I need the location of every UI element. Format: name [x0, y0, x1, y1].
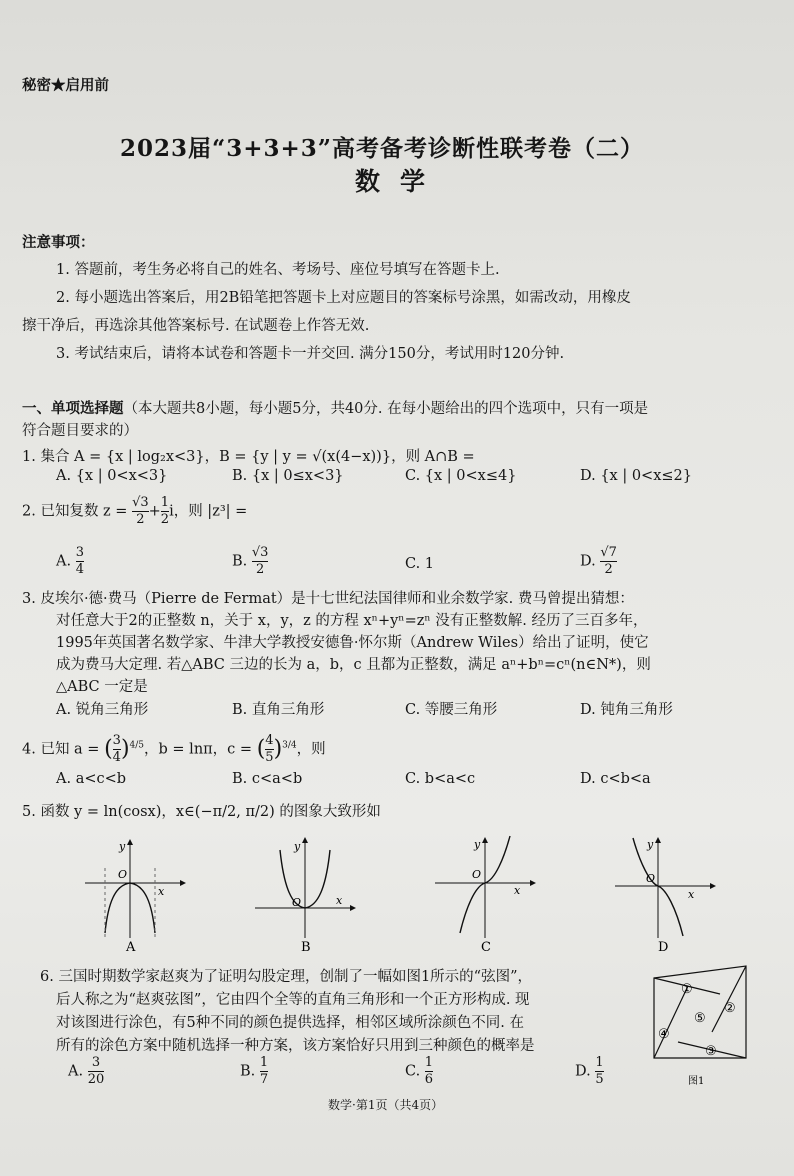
q2-option-b-den: 2	[256, 562, 265, 577]
q4-stem-end: ，则	[296, 741, 326, 758]
note-1: 1. 答题前，考生务必将自己的姓名、考场号、座位号填写在答题卡上.	[56, 262, 500, 278]
q5-b-x-label: x	[336, 894, 343, 907]
q5-d-origin: O	[646, 872, 656, 885]
q2-option-d-label: D.	[580, 553, 596, 570]
q1-option-d: D. {x | 0<x≤2}	[580, 468, 692, 484]
q2-option-d-num: √7	[600, 545, 617, 560]
q6-option-c-frac	[425, 1056, 433, 1087]
q5-b-y-label: y	[294, 840, 301, 853]
q2-option-b-label: B.	[232, 553, 248, 570]
q5-graph-d	[615, 838, 715, 955]
page-footer: 数学·第1页（共4页）	[328, 1098, 444, 1112]
section-heading	[22, 399, 648, 419]
q5-c-label: C	[481, 940, 491, 955]
q2-stem-end: i，则 |z³| =	[169, 503, 248, 520]
q3-line-1: 3. 皮埃尔·德·费马（Pierre de Fermat）是十七世纪法国律师和业余数学家. 费马曾提出猜想：	[22, 591, 634, 607]
q5-graph-a	[85, 840, 185, 955]
q3-line-3: 1995年英国著名数学家、牛津大学教授安德鲁·怀尔斯（Andrew Wiles）给出了证明，使它	[56, 635, 649, 651]
exam-subject: 数学	[355, 167, 446, 196]
q4-option-a: A. a<c<b	[56, 771, 127, 787]
q2-option-c: C. 1	[405, 556, 435, 572]
q3-line-2: 对任意大于2的正整数 n，关于 x，y，z 的方程 xⁿ+yⁿ=zⁿ 没有正整数解. 经历了三百多年，	[56, 613, 648, 629]
q6-option-c-num: 1	[424, 1055, 434, 1070]
q5-graph-b	[255, 838, 355, 955]
q4-a-exp: 4/5	[129, 740, 145, 751]
q5-a-label: A	[126, 940, 136, 955]
q3-line-4: 成为费马大定理. 若△ABC 三边的长为 a，b，c 且都为正整数，满足 aⁿ+bⁿ=cⁿ(n∈N*)，则	[56, 657, 651, 673]
q5-d-y-label: y	[647, 838, 654, 851]
q2-option-a-num: 3	[75, 545, 84, 560]
q6-figure-1	[648, 960, 753, 1090]
q4-option-b: B. c<a<b	[232, 771, 303, 787]
q6-region-3: ③	[705, 1044, 717, 1059]
section-heading-title: 一、单项选择题	[22, 400, 124, 417]
q5-a-y-label: y	[119, 840, 126, 853]
q2-stem-start: 2. 已知复数 z =	[22, 503, 128, 520]
q5-c-x-label: x	[514, 884, 521, 897]
q1-option-a: A. {x | 0<x<3}	[56, 468, 168, 484]
q2-option-b-frac	[252, 546, 269, 577]
q6-option-d	[575, 1056, 604, 1087]
secret-label: 秘密★启用前	[22, 77, 109, 94]
q5-c-origin: O	[472, 868, 482, 881]
q2-option-d	[580, 546, 617, 577]
q3-option-c: C. 等腰三角形	[405, 702, 498, 718]
q6-option-a	[68, 1056, 104, 1087]
section-heading-cont: 符合题目要求的）	[22, 423, 138, 439]
q6-region-4: ④	[658, 1027, 670, 1042]
q5-graphs	[0, 828, 794, 963]
note-2a: 2. 每小题选出答案后，用2B铅笔把答题卡上对应题目的答案标号涂黑，如需改动，用橡皮	[56, 290, 631, 306]
q2-option-d-frac	[600, 546, 617, 577]
q6-option-a-label: A.	[68, 1063, 84, 1080]
q2-frac-1-num: √3	[132, 495, 149, 510]
q2-option-d-den: 2	[604, 562, 613, 577]
q1-option-c: C. {x | 0<x≤4}	[405, 468, 517, 484]
q6-option-d-label: D.	[575, 1063, 591, 1080]
q3-option-b: B. 直角三角形	[232, 702, 325, 718]
q4-option-c: C. b<a<c	[405, 771, 476, 787]
q4-stem: 4. 已知 a = ( $\frac{3}{4}$ )$^{4/5}$，b = lnπ，c = ( $\frac{4}{5}$ )$^{3/4}$，则	[22, 733, 326, 765]
q2-frac-1	[132, 496, 149, 527]
q2-option-b	[232, 546, 268, 577]
q2-option-a-label: A.	[56, 553, 72, 570]
q2-plus: +	[148, 503, 161, 520]
q6-region-5: ⑤	[694, 1011, 706, 1026]
q6-option-b	[240, 1056, 268, 1087]
q6-option-d-num: 1	[595, 1055, 604, 1070]
q6-option-a-num: 3	[91, 1055, 101, 1070]
q6-option-c-label: C.	[405, 1063, 421, 1080]
q2-option-b-num: √3	[251, 545, 269, 560]
q4-c-frac	[265, 734, 273, 765]
q6-option-a-den: 20	[87, 1072, 105, 1087]
q4-a-den: 4	[112, 750, 121, 765]
q6-option-b-num: 1	[259, 1055, 269, 1070]
q1-option-b: B. {x | 0≤x<3}	[232, 468, 344, 484]
q3-option-d: D. 钝角三角形	[580, 702, 673, 718]
notes-heading: 注意事项：	[22, 234, 95, 251]
q2-stem	[22, 496, 247, 527]
q2-option-a-frac	[76, 546, 84, 577]
q4-stem-start: 4. 已知 a =	[22, 741, 100, 758]
q4-c-den: 5	[265, 750, 274, 765]
q5-graph-c	[435, 836, 535, 955]
q5-c-y-label: y	[474, 838, 481, 851]
q5-d-label: D	[658, 940, 669, 955]
q6-option-d-den: 5	[595, 1072, 604, 1087]
q6-option-b-den: 7	[259, 1072, 269, 1087]
exam-title: 2023届“3+3+3”高考备考诊断性联考卷（二）	[120, 135, 645, 162]
q5-b-origin: O	[292, 896, 302, 909]
note-2b: 擦干净后，再选涂其他答案标号. 在试题卷上作答无效.	[22, 318, 370, 334]
q6-region-2: ②	[724, 1001, 736, 1016]
q5-b-label: B	[301, 940, 311, 955]
q6-option-b-frac	[260, 1056, 268, 1087]
q4-a-num: 3	[112, 733, 121, 748]
q4-a-frac	[113, 734, 121, 765]
q1-stem: 1. 集合 A = {x | log₂x<3}，B = {y | y = √(x(4−x))}，则 A∩B =	[22, 449, 475, 465]
q4-stem-mid: ，b = lnπ，c =	[144, 741, 253, 758]
q5-stem: 5. 函数 y = ln(cosx)，x∈(−π/2, π/2) 的图象大致形如	[22, 804, 381, 820]
q2-frac-2-num: 1	[160, 495, 170, 510]
q5-a-x-label: x	[158, 885, 165, 898]
q3-option-a: A. 锐角三角形	[56, 702, 149, 718]
q6-line-4: 所有的涂色方案中随机选择一种方案，该方案恰好只用到三种颜色的概率是	[56, 1038, 535, 1054]
q6-line-1: 6. 三国时期数学家赵爽为了证明勾股定理，创制了一幅如图1所示的“弦图”，	[40, 969, 532, 985]
q4-option-d: D. c<b<a	[580, 771, 651, 787]
q2-frac-1-den: 2	[136, 512, 145, 527]
q6-option-c-den: 6	[424, 1072, 434, 1087]
q6-option-a-frac	[88, 1056, 105, 1087]
q4-c-exp: 3/4	[282, 740, 297, 751]
q6-option-c	[405, 1056, 433, 1087]
q2-option-a	[56, 546, 84, 577]
q2-frac-2	[161, 496, 169, 527]
q4-c-num: 4	[265, 733, 274, 748]
q5-d-x-label: x	[688, 888, 695, 901]
q6-option-d-frac	[595, 1056, 603, 1087]
q6-option-b-label: B.	[240, 1063, 256, 1080]
q6-line-3: 对该图进行涂色，有5种不同的颜色提供选择，相邻区域所涂颜色不同. 在	[56, 1015, 524, 1031]
q5-a-origin: O	[118, 868, 128, 881]
q6-region-1: ①	[681, 982, 693, 997]
note-3: 3. 考试结束后，请将本试卷和答题卡一并交回. 满分150分，考试用时120分钟.	[56, 346, 565, 362]
q6-line-2: 后人称之为“赵爽弦图”，它由四个全等的直角三角形和一个正方形构成. 现	[56, 992, 530, 1008]
q2-frac-2-den: 2	[160, 512, 170, 527]
section-heading-desc: （本大题共8小题，每小题5分，共40分. 在每小题给出的四个选项中，只有一项是	[123, 401, 649, 417]
q3-line-5: △ABC 一定是	[56, 679, 148, 695]
q6-figure-caption: 图1	[688, 1076, 705, 1087]
q2-option-a-den: 4	[75, 562, 84, 577]
